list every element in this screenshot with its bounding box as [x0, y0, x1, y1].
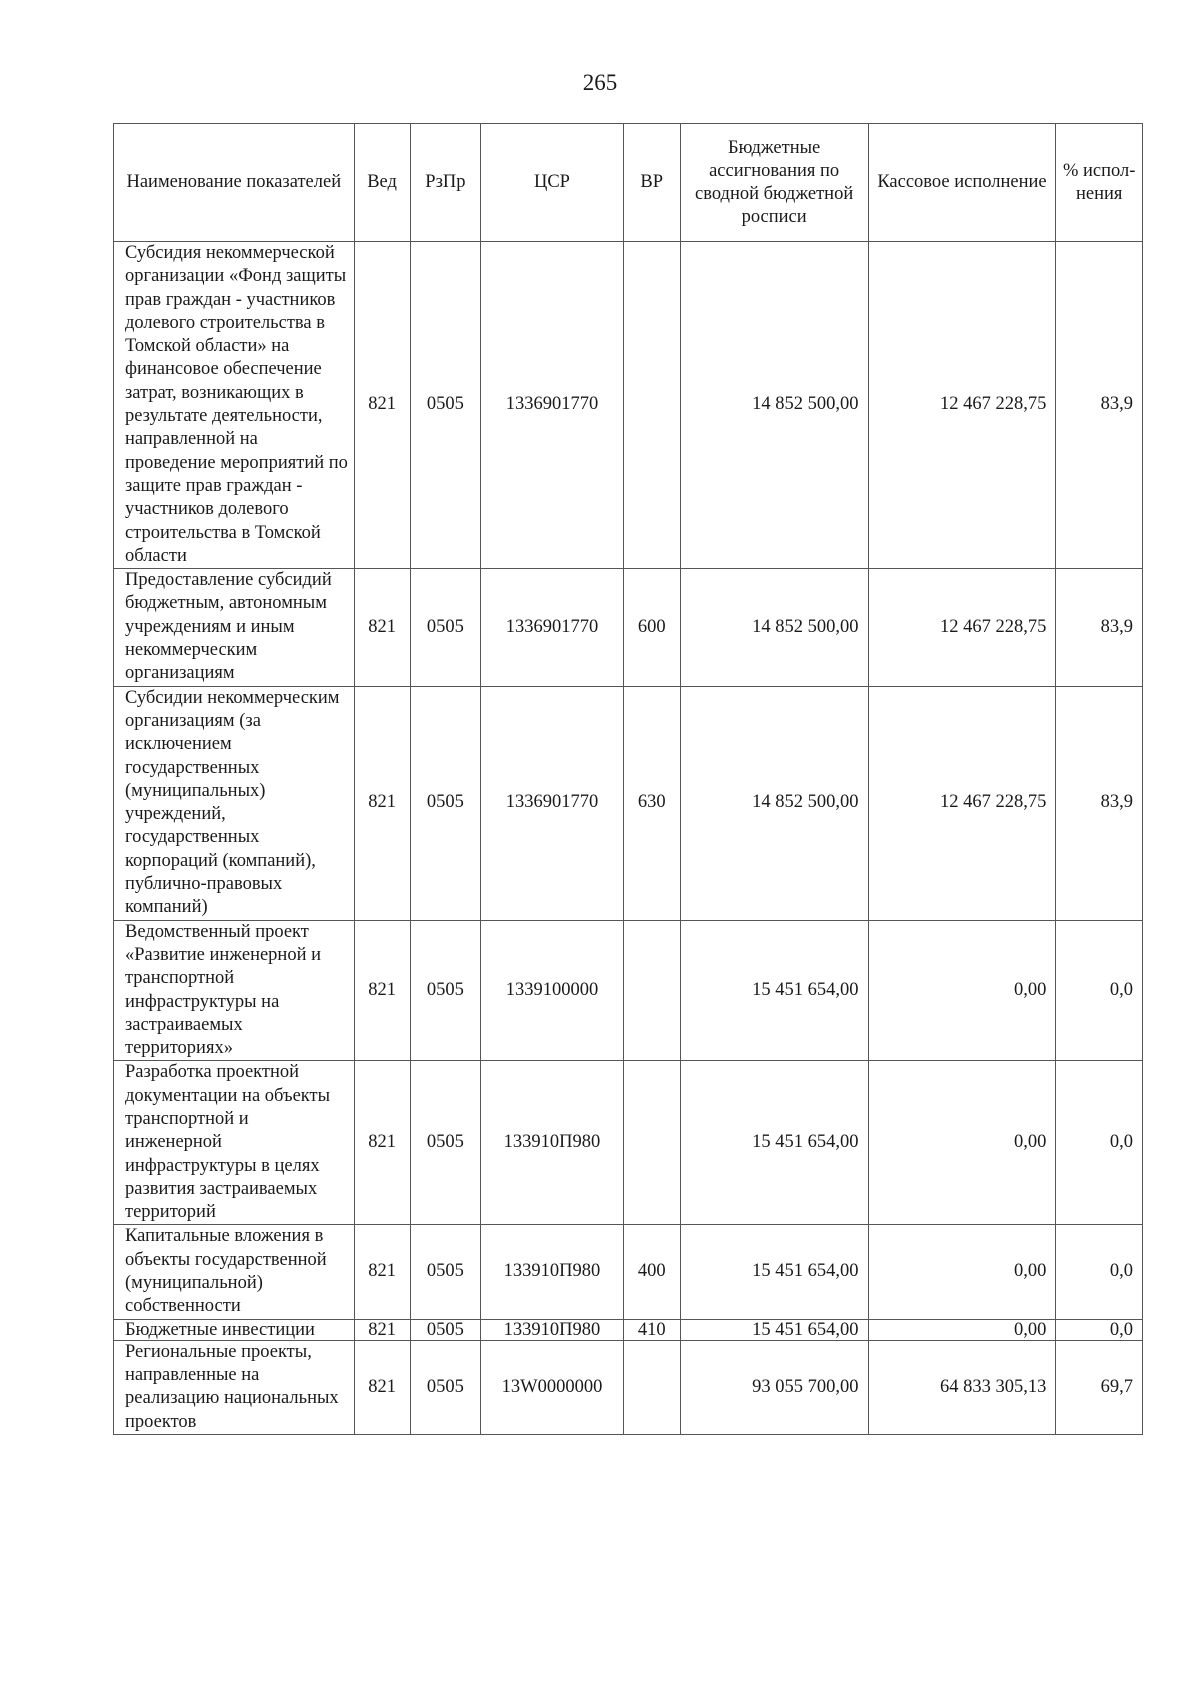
- header-vr: ВР: [623, 124, 680, 242]
- row-csr: 133910П980: [481, 1225, 623, 1319]
- header-rzpr: РзПр: [410, 124, 481, 242]
- row-vr: [623, 920, 680, 1061]
- row-ved: 821: [354, 1225, 410, 1319]
- row-ved: 821: [354, 1061, 410, 1225]
- row-ved: 821: [354, 1340, 410, 1434]
- row-vr: [623, 1061, 680, 1225]
- header-name: Наименование показателей: [114, 124, 355, 242]
- row-percent: 69,7: [1056, 1340, 1143, 1434]
- row-assignments: 15 451 654,00: [680, 1319, 868, 1340]
- row-name: Предоставление субсидий бюджетным, автономным учреждениям и иным некоммерческим организациям: [114, 569, 355, 686]
- row-name: Капитальные вложения в объекты государственной (муниципальной) собственности: [114, 1225, 355, 1319]
- row-percent: 83,9: [1056, 569, 1143, 686]
- row-rzpr: 0505: [410, 686, 481, 920]
- row-cash-execution: 0,00: [868, 1225, 1056, 1319]
- row-vr: 630: [623, 686, 680, 920]
- row-cash-execution: 0,00: [868, 1319, 1056, 1340]
- row-cash-execution: 12 467 228,75: [868, 569, 1056, 686]
- row-name: Ведомственный проект «Развитие инженерной и транспортной инфраструктуры на застраиваемых территориях»: [114, 920, 355, 1061]
- row-assignments: 15 451 654,00: [680, 1061, 868, 1225]
- row-name: Субсидии некоммерческим организациям (за исключением государственных (муниципальных) учреждений, государственных корпораций (компаний), публично-правовых компаний): [114, 686, 355, 920]
- row-rzpr: 0505: [410, 920, 481, 1061]
- row-csr: 1339100000: [481, 920, 623, 1061]
- row-rzpr: 0505: [410, 1319, 481, 1340]
- row-assignments: 14 852 500,00: [680, 569, 868, 686]
- row-percent: 0,0: [1056, 1061, 1143, 1225]
- row-ved: 821: [354, 569, 410, 686]
- row-ved: 821: [354, 1319, 410, 1340]
- table-header-row: [114, 124, 1143, 242]
- row-percent: 0,0: [1056, 920, 1143, 1061]
- row-ved: 821: [354, 920, 410, 1061]
- row-percent: 83,9: [1056, 686, 1143, 920]
- row-name: Региональные проекты, направленные на реализацию национальных проектов: [114, 1340, 355, 1434]
- row-name: Субсидия некоммерческой организации «Фонд защиты прав граждан - участников долевого строительства в Томской области» на финансовое обеспечение затрат, возникающих в результате деятельности, направленной на проведение мероприятий по защите прав граждан - участников долевого строительства в Томской области: [114, 242, 355, 569]
- row-csr: 1336901770: [481, 569, 623, 686]
- page-number: 265: [582, 70, 618, 95]
- row-csr: 13W0000000: [481, 1340, 623, 1434]
- row-assignments: 15 451 654,00: [680, 1225, 868, 1319]
- row-percent: 83,9: [1056, 242, 1143, 569]
- row-assignments: 14 852 500,00: [680, 686, 868, 920]
- row-vr: 400: [623, 1225, 680, 1319]
- row-name: Бюджетные инвестиции: [114, 1319, 355, 1340]
- table-row: [114, 242, 1143, 569]
- row-cash-execution: 12 467 228,75: [868, 686, 1056, 920]
- budget-table: [113, 123, 1143, 1435]
- row-name: Разработка проектной документации на объекты транспортной и инженерной инфраструктуры в целях развития застраиваемых территорий: [114, 1061, 355, 1225]
- row-csr: 133910П980: [481, 1319, 623, 1340]
- row-rzpr: 0505: [410, 1061, 481, 1225]
- row-cash-execution: 12 467 228,75: [868, 242, 1056, 569]
- header-percent: % испол-нения: [1056, 124, 1143, 242]
- row-rzpr: 0505: [410, 1340, 481, 1434]
- table-row: [114, 1340, 1143, 1434]
- row-vr: [623, 1340, 680, 1434]
- row-cash-execution: 64 833 305,13: [868, 1340, 1056, 1434]
- table-row: [114, 686, 1143, 920]
- row-percent: 0,0: [1056, 1225, 1143, 1319]
- table-row: [114, 1225, 1143, 1319]
- row-vr: [623, 242, 680, 569]
- row-csr: 1336901770: [481, 242, 623, 569]
- row-cash-execution: 0,00: [868, 920, 1056, 1061]
- row-cash-execution: 0,00: [868, 1061, 1056, 1225]
- row-ved: 821: [354, 242, 410, 569]
- table-row: [114, 569, 1143, 686]
- row-percent: 0,0: [1056, 1319, 1143, 1340]
- header-ved: Вед: [354, 124, 410, 242]
- row-rzpr: 0505: [410, 1225, 481, 1319]
- row-vr: 600: [623, 569, 680, 686]
- row-ved: 821: [354, 686, 410, 920]
- table-row: [114, 1319, 1143, 1340]
- table-row: [114, 1061, 1143, 1225]
- table-row: [114, 920, 1143, 1061]
- row-assignments: 93 055 700,00: [680, 1340, 868, 1434]
- row-rzpr: 0505: [410, 569, 481, 686]
- row-assignments: 15 451 654,00: [680, 920, 868, 1061]
- header-cash-execution: Кассовое исполнение: [868, 124, 1056, 242]
- row-vr: 410: [623, 1319, 680, 1340]
- row-csr: 1336901770: [481, 686, 623, 920]
- row-csr: 133910П980: [481, 1061, 623, 1225]
- header-csr: ЦСР: [481, 124, 623, 242]
- row-assignments: 14 852 500,00: [680, 242, 868, 569]
- header-assignments: Бюджетные ассигнования по сводной бюджетной росписи: [680, 124, 868, 242]
- row-rzpr: 0505: [410, 242, 481, 569]
